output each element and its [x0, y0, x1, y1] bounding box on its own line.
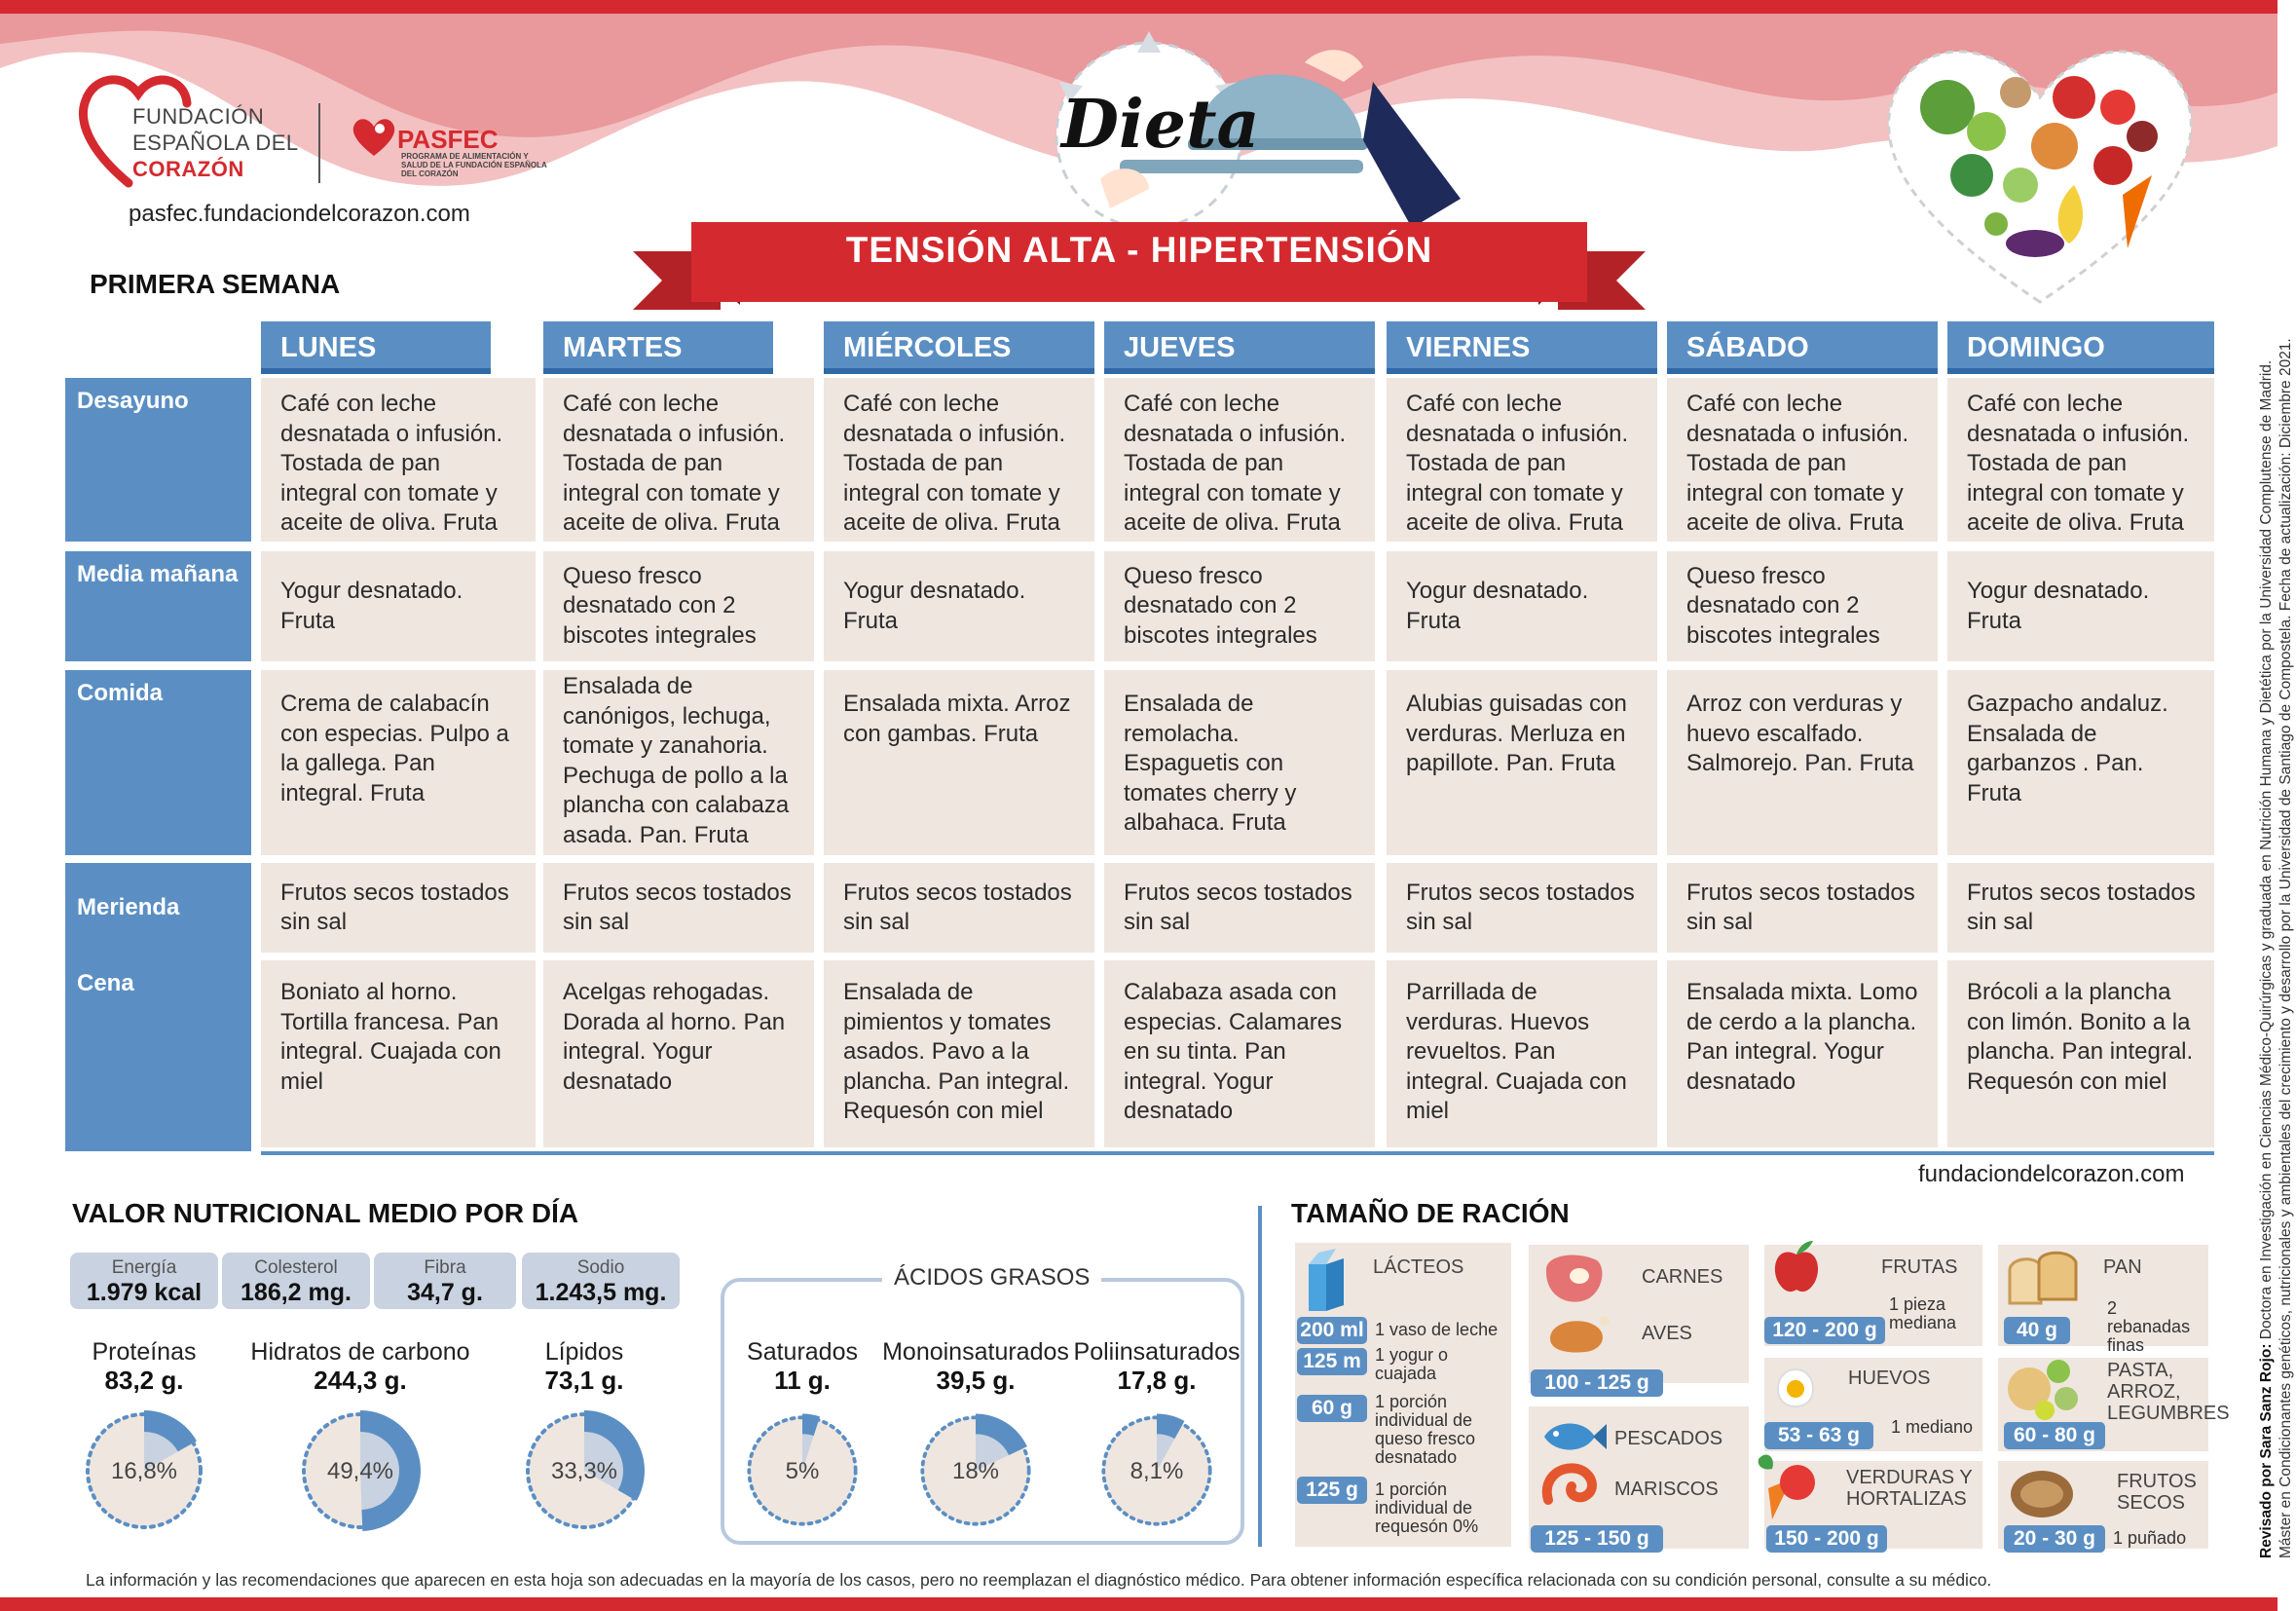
menu-cell: Ensalada mixta. Lomo de cerdo a la plancha. Pan integral. Yogur desnatado: [1667, 960, 1938, 1147]
day-header-lunes: LUNES: [261, 321, 491, 374]
logo-divider: [318, 103, 320, 183]
portion-badge: 125 g: [1297, 1477, 1367, 1504]
menu-cell: Frutos secos tostados sin sal: [1947, 863, 2214, 953]
metric-value: 34,7 g.: [407, 1279, 483, 1306]
portion-note: 1 vaso de leche: [1375, 1320, 1499, 1339]
metric-sodio: [522, 1253, 680, 1309]
nuts-icon: [2008, 1467, 2076, 1519]
portion-note: 1 yogur o cuajada: [1375, 1345, 1449, 1383]
portion-badge: 20 - 30 g: [2004, 1525, 2105, 1553]
metric-colesterol: [222, 1253, 370, 1309]
pasfec-name: PASFEC: [397, 125, 499, 154]
pie-percent: 33,3%: [550, 1458, 618, 1484]
meal-label-comida: Comida: [65, 670, 251, 855]
portion-note: 1 pieza mediana: [1889, 1294, 1957, 1332]
portion-label: LÁCTEOS: [1373, 1256, 1464, 1278]
pasta-icon: [2002, 1350, 2084, 1422]
portion-note: 1 porción individual de queso fresco desnatado: [1375, 1392, 1476, 1467]
milk-icon: [1301, 1249, 1352, 1311]
vegetables-icon: [1753, 1449, 1821, 1521]
nutrition-title: VALOR NUTRICIONAL MEDIO POR DÍA: [72, 1198, 579, 1228]
portion-label: FRUTOS SECOS: [2117, 1471, 2197, 1514]
menu-cell: Calabaza asada con especias. Calamares en su tinta. Pan integral. Yogur desnatado: [1104, 960, 1375, 1147]
fat-name: Saturados: [747, 1338, 858, 1366]
metric-label: Sodio: [576, 1257, 625, 1278]
metric-label: Colesterol: [254, 1257, 338, 1278]
pasfec-logo: [351, 115, 397, 158]
fat-name: Monoinsaturados: [882, 1338, 1069, 1366]
menu-cell: Café con leche desnatada o infusión. Tostada de pan integral con tomate y aceite de oliva. Fruta: [1387, 378, 1657, 542]
portion-label: HUEVOS: [1848, 1367, 1931, 1389]
metric-value: 1.979 kcal: [86, 1279, 203, 1306]
menu-cell: Café con leche desnatada o infusión. Tostada de pan integral con tomate y aceite de oliva. Fruta: [1667, 378, 1938, 542]
menu-cell: Brócoli a la plancha con limón. Bonito a la plancha. Pan integral. Requesón con miel: [1947, 960, 2214, 1147]
fec-logo-text: FUNDACIÓN ESPAÑOLA DEL CORAZÓN: [132, 104, 299, 181]
menu-cell: Frutos secos tostados sin sal: [543, 863, 814, 953]
metric-label: Fibra: [424, 1257, 466, 1278]
portion-badge: 150 - 200 g: [1766, 1525, 1887, 1553]
portion-note: 1 puñado: [2113, 1528, 2187, 1548]
menu-cell: Café con leche desnatada o infusión. Tostada de pan integral con tomate y aceite de oliva. Fruta: [1947, 378, 2214, 542]
menu-cell: Yogur desnatado. Fruta: [1947, 551, 2214, 661]
meal-label-media-manana: Media mañana: [65, 551, 251, 661]
menu-cell: Alubias guisadas con verduras. Merluza en papillote. Pan. Fruta: [1387, 670, 1657, 855]
menu-cell: Arroz con verduras y huevo escalfado. Salmorejo. Pan. Fruta: [1667, 670, 1938, 855]
menu-cell: Ensalada de pimientos y tomates asados. Pavo a la plancha. Pan integral. Requesón con miel: [824, 960, 1094, 1147]
menu-cell: Ensalada mixta. Arroz con gambas. Fruta: [824, 670, 1094, 855]
meal-label-desayuno: Desayuno: [65, 378, 251, 542]
menu-cell: Crema de calabacín con especias. Pulpo a la gallega. Pan integral. Fruta: [261, 670, 536, 855]
portion-badge: 53 - 63 g: [1764, 1422, 1873, 1449]
menu-cell: Acelgas rehogadas. Dorada al horno. Pan integral. Yogur desnatado: [543, 960, 814, 1147]
portions-title: TAMAÑO DE RACIÓN: [1291, 1198, 1570, 1228]
menu-cell: Boniato al horno. Tortilla francesa. Pan integral. Cuajada con miel: [261, 960, 536, 1147]
bread-icon: [2006, 1249, 2084, 1307]
metric-fibra: [374, 1253, 516, 1309]
portion-label: CARNES: [1642, 1266, 1723, 1288]
portion-label: AVES: [1642, 1323, 1692, 1344]
pie-percent: 18%: [951, 1458, 1000, 1484]
menu-cell: Queso fresco desnatado con 2 biscotes integrales: [1104, 551, 1375, 661]
menu-cell: Parrillada de verduras. Huevos revueltos. Pan integral. Cuajada con miel: [1387, 960, 1657, 1147]
diet-type-title: TENSIÓN ALTA - HIPERTENSIÓN: [845, 230, 1433, 270]
menu-cell: Ensalada de canónigos, lechuga, tomate y zanahoria. Pechuga de pollo a la plancha con calabaza asada. Pan. Fruta: [543, 670, 814, 855]
menu-cell: Café con leche desnatada o infusión. Tostada de pan integral con tomate y aceite de oliva. Fruta: [261, 378, 536, 542]
day-header-martes: MARTES: [543, 321, 773, 374]
reviewer-master: Máster en Condicionantes genéticos, nutricionales y ambientales del crecimiento y desarrollo por la Universidad de Santiago de Compostela. Fecha de actualización: Diciembre 2021.: [2277, 338, 2294, 1558]
chicken-icon: [1546, 1311, 1611, 1356]
portion-badge: 200 ml: [1297, 1317, 1367, 1344]
portion-note: 2 rebanadas finas: [2107, 1298, 2191, 1355]
portion-badge: 60 g: [1297, 1395, 1367, 1422]
portion-badge: 125 - 150 g: [1531, 1525, 1663, 1553]
day-header-miercoles: MIÉRCOLES: [824, 321, 1094, 374]
site-url-top[interactable]: pasfec.fundaciondelcorazon.com: [129, 201, 470, 227]
portion-label: MARISCOS: [1614, 1479, 1719, 1500]
portion-badge: 40 g: [2004, 1317, 2070, 1344]
macro-name: Proteínas: [92, 1338, 197, 1366]
menu-cell: Frutos secos tostados sin sal: [824, 863, 1094, 953]
reviewer-name: Revisado por Sara Sanz Rojo:: [2258, 1343, 2275, 1558]
day-header-viernes: VIERNES: [1387, 321, 1657, 374]
meat-icon: [1538, 1249, 1607, 1307]
menu-cell: Yogur desnatado. Fruta: [1387, 551, 1657, 661]
menu-cell: Café con leche desnatada o infusión. Tostada de pan integral con tomate y aceite de oliva. Fruta: [824, 378, 1094, 542]
menu-cell: Frutos secos tostados sin sal: [1104, 863, 1375, 953]
portion-note: 1 mediano: [1891, 1417, 1974, 1437]
macro-name: Hidratos de carbono: [250, 1338, 470, 1366]
metric-energia: [70, 1253, 218, 1309]
fat-value: 17,8 g.: [1117, 1366, 1197, 1395]
reviewer-credentials: Doctora en Investigación en Ciencias Médico-Quirúrgicas y graduada en Nutrición Humana y Dietética por la Universidad Complutense de Madrid.: [2258, 359, 2275, 1344]
fat-name: Poliinsaturados: [1073, 1338, 1241, 1366]
macro-value: 83,2 g.: [104, 1366, 184, 1395]
fatty-acids-title: ÁCIDOS GRASOS: [882, 1264, 1101, 1292]
site-url-bottom[interactable]: fundaciondelcorazon.com: [1918, 1161, 2185, 1187]
heart-food-illustration: [1879, 39, 2201, 312]
page-title: Dieta: [1061, 86, 1260, 164]
section-divider: [1258, 1206, 1262, 1547]
menu-cell: Café con leche desnatada o infusión. Tostada de pan integral con tomate y aceite de oliva. Fruta: [1104, 378, 1375, 542]
portion-label: PESCADOS: [1614, 1428, 1723, 1449]
day-header-sabado: SÁBADO: [1667, 321, 1938, 374]
fish-icon: [1538, 1414, 1607, 1459]
table-bottom-rule: [261, 1151, 2214, 1155]
menu-cell: Ensalada de remolacha. Espaguetis con tomates cherry y albahaca. Fruta: [1104, 670, 1375, 855]
macro-value: 244,3 g.: [314, 1366, 407, 1395]
menu-cell: Queso fresco desnatado con 2 biscotes integrales: [543, 551, 814, 661]
menu-cell: Frutos secos tostados sin sal: [261, 863, 536, 953]
portion-label: PASTA, ARROZ, LEGUMBRES: [2107, 1360, 2230, 1424]
portion-badge: 100 - 125 g: [1531, 1369, 1663, 1397]
menu-cell: Café con leche desnatada o infusión. Tostada de pan integral con tomate y aceite de oliva. Fruta: [543, 378, 814, 542]
portion-label: VERDURAS Y HORTALIZAS: [1846, 1467, 1973, 1510]
pie-percent: 49,4%: [326, 1458, 394, 1484]
reviewer-credit: [2257, 263, 2296, 1558]
metric-value: 1.243,5 mg.: [535, 1279, 667, 1306]
portion-badge: 125 m: [1297, 1348, 1367, 1375]
macro-name: Lípidos: [544, 1338, 624, 1366]
pie-percent: 8,1%: [1129, 1458, 1184, 1484]
meal-label-merienda: Merienda: [65, 863, 251, 960]
menu-cell: Queso fresco desnatado con 2 biscotes integrales: [1667, 551, 1938, 661]
day-header-jueves: JUEVES: [1104, 321, 1375, 374]
fat-value: 11 g.: [774, 1366, 831, 1395]
menu-cell: Frutos secos tostados sin sal: [1667, 863, 1938, 953]
disclaimer: La información y las recomendaciones que aparecen en esta hoja son adecuadas en la mayoría de los casos, pero no reemplazan el diagnóstico médico. Para obtener información específica relacionada con su condición personal, consulte a su médico.: [86, 1570, 1992, 1590]
pie-percent: 5%: [785, 1458, 820, 1484]
week-title: PRIMERA SEMANA: [90, 269, 341, 299]
shrimp-icon: [1538, 1461, 1603, 1514]
macro-value: 73,1 g.: [544, 1366, 624, 1395]
metric-label: Energía: [111, 1257, 177, 1278]
day-header-domingo: DOMINGO: [1947, 321, 2214, 374]
menu-cell: Gazpacho andaluz. Ensalada de garbanzos . Pan. Fruta: [1947, 670, 2214, 855]
portion-note: 1 porción individual de requesón 0%: [1375, 1480, 1479, 1536]
apple-icon: [1770, 1237, 1823, 1295]
portion-badge: 120 - 200 g: [1764, 1317, 1885, 1344]
meal-label-cena: Cena: [65, 960, 251, 1151]
menu-cell: Frutos secos tostados sin sal: [1387, 863, 1657, 953]
bottom-bar: [0, 1597, 2277, 1611]
portion-badge: 60 - 80 g: [2004, 1422, 2105, 1449]
pie-percent: 16,8%: [110, 1458, 178, 1484]
fat-value: 39,5 g.: [936, 1366, 1016, 1395]
pasfec-subtitle: PROGRAMA DE ALIMENTACIÓN Y SALUD DE LA FUNDACIÓN ESPAÑOLA DEL CORAZÓN: [401, 152, 547, 178]
menu-cell: Yogur desnatado. Fruta: [824, 551, 1094, 661]
portion-label: PAN: [2103, 1256, 2142, 1278]
menu-cell: Yogur desnatado. Fruta: [261, 551, 536, 661]
egg-icon: [1774, 1366, 1817, 1408]
portion-label: FRUTAS: [1881, 1256, 1958, 1278]
metric-value: 186,2 mg.: [241, 1279, 352, 1306]
